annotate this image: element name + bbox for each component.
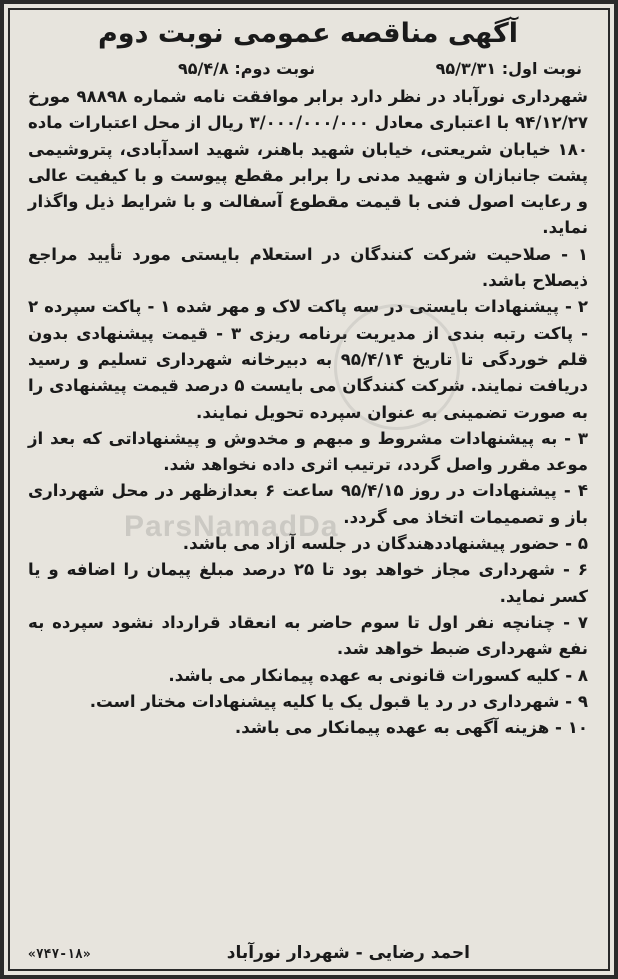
intro-paragraph: شهرداری نورآباد در نظر دارد برابر موافقت نامه شماره ۹۸۸۹۸ مورخ ۹۴/۱۲/۲۷ با اعتباری معادل ۳/۰۰۰/۰۰۰/۰۰۰ ریال از محل اعتبارات ماده ۱۸۰ خیابان شریعتی، خیابان شهید باهنر، شهید اسدآبادی، پتروشیمی پشت جانبازان و شهید مدنی را برابر مقطع پیوست و با کیفیت عالی و رعایت اصول فنی با قیمت مقطوع آسفالت و با شرایط ذیل واگذار نماید.	[28, 87, 588, 238]
condition-item: ۱۰ - هزینه آگهی به عهده پیمانکار می باشد.	[234, 718, 588, 738]
condition-item: ۲ - پیشنهادات بایستی در سه پاکت لاک و مهر شده ۱ - پاکت سپرده ۲ - پاکت رتبه بندی از مدیریت برنامه ریزی ۳ - قیمت پیشنهادی بدون قلم خوردگی تا تاریخ ۹۵/۴/۱۴ به دبیرخانه شهرداری تسلیم و رسید دریافت نمایند. شرکت کنندگان می بایست ۵ درصد قیمت پیشنهادی را به صورت تضمینی به عنوان سپرده تحویل نمایند.	[28, 297, 589, 422]
condition-item: ۴ - پیشنهادات در روز ۹۵/۴/۱۵ ساعت ۶ بعدازظهر در محل شهرداری باز و تصمیمات اتخاذ می گردد.	[28, 481, 588, 527]
condition-item: ۱ - صلاحیت شرکت کنندگان در استعلام بایستی مورد تأیید مراجع ذیصلاح باشد.	[28, 244, 588, 291]
notice-footer	[28, 943, 590, 963]
condition-item: ۶ - شهرداری مجاز خواهد بود تا ۲۵ درصد مبلغ پیمان را اضافه و یا کسر نماید.	[28, 560, 588, 606]
second-round-date: نوبت دوم: ۹۵/۴/۸	[178, 59, 316, 78]
condition-item: ۹ - شهرداری در رد یا قبول یک یا کلیه پیشنهادات مختار است.	[89, 691, 588, 711]
notice-body	[28, 84, 588, 741]
condition-item: ۸ - کلیه کسورات قانونی به عهده پیمانکار می باشد.	[168, 665, 588, 685]
watermark: ParsNamadDa	[124, 510, 339, 543]
condition-item: ۷ - چنانچه نفر اول تا سوم حاضر به انعقاد قرارداد نشود سپرده به نفع شهرداری ضبط خواهد شد.	[28, 612, 588, 659]
condition-item: ۳ - به پیشنهادات مشروط و مبهم و مخدوش و پیشنهاداتی که بعد از موعد مقرر واصل گردد، ترتیب اثری داده نخواهد شد.	[28, 428, 588, 475]
publication-dates	[28, 56, 588, 82]
condition-item: ۵ - حضور پیشنهاددهندگان در جلسه آزاد می باشد.	[182, 534, 588, 554]
notice-code: «۷۴۷-۱۸»	[28, 947, 91, 962]
signature: احمد رضایی - شهردار نورآباد	[226, 943, 470, 963]
notice-title: آگهی مناقصه عمومی نوبت دوم	[98, 18, 518, 49]
first-round-date: نوبت اول: ۹۵/۳/۳۱	[435, 59, 582, 78]
